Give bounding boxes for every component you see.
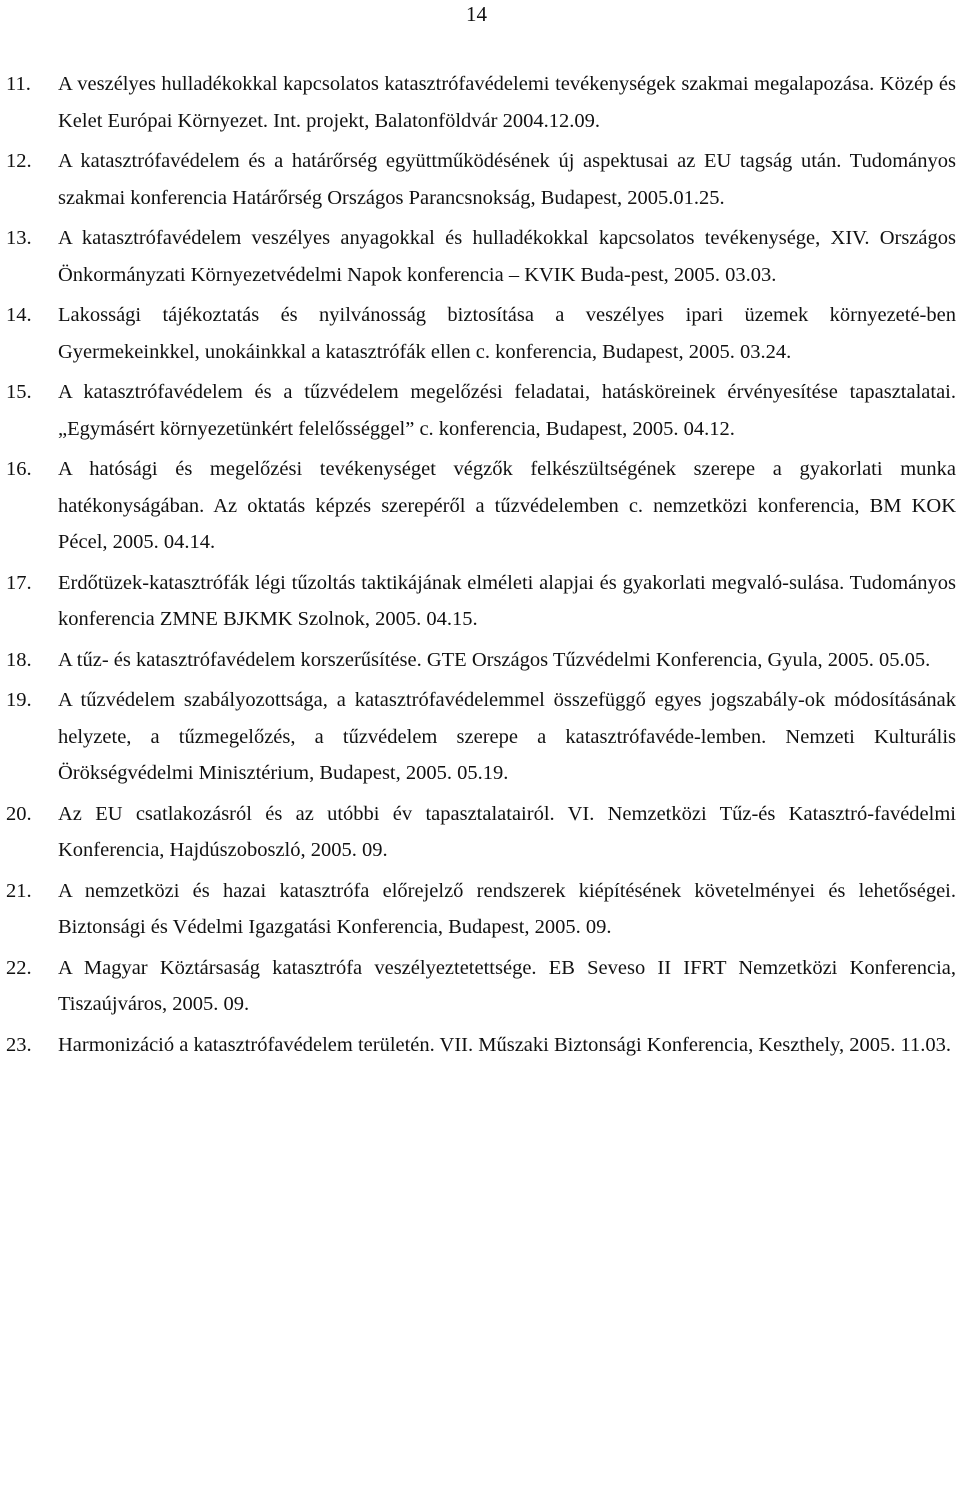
reference-number: 20. (6, 802, 32, 825)
reference-item-18 (6, 642, 956, 679)
reference-text: A tűzvédelem szabályozottsága, a katasztrófavédelemmel összefüggő egyes jogszabály-ok módosításának helyzete, a tűzmegelőzés, a tűzvédelem szerepe a katasztrófavéde-lemben. Nemzeti Kulturális Örökségvédelmi Minisztérium, Budapest, 2005. 05.19. (58, 689, 956, 784)
reference-item-20 (6, 796, 956, 869)
reference-number: 23. (6, 1033, 32, 1056)
reference-item-13 (6, 220, 956, 293)
reference-item-19 (6, 682, 956, 792)
reference-text: Az EU csatlakozásról és az utóbbi év tapasztalatairól. VI. Nemzetközi Tűz-és Katasztró-favédelmi Konferencia, Hajdúszoboszló, 2005. 09. (58, 802, 956, 861)
reference-text: Lakossági tájékoztatás és nyilvánosság biztosítása a veszélyes ipari üzemek környezeté-ben Gyermekeinkkel, unokáinkkal a katasztrófák ellen c. konferencia, Budapest, 2005. 03.24. (58, 304, 956, 363)
reference-item-16 (6, 451, 956, 561)
reference-text: A katasztrófavédelem és a tűzvédelem megelőzési feladatai, hatásköreinek érvényesítése tapasztalatai. „Egymásért környezetünkért felelősséggel” c. konferencia, Budapest, 2005. 04.12. (58, 381, 956, 440)
reference-number: 13. (6, 227, 32, 249)
reference-item-22 (6, 950, 956, 1023)
reference-number: 14. (6, 304, 32, 326)
reference-text: A nemzetközi és hazai katasztrófa előrejelző rendszerek kiépítésének követelményei és lehetőségei. Biztonsági és Védelmi Igazgatási Konferencia, Budapest, 2005. 09. (58, 879, 956, 938)
reference-text: A Magyar Köztársaság katasztrófa veszélyeztetettsége. EB Seveso II IFRT Nemzetközi Konferencia, Tiszaújváros, 2005. 09. (58, 956, 956, 1015)
reference-item-17 (6, 565, 956, 638)
reference-item-14 (6, 297, 956, 370)
reference-text: A hatósági és megelőzési tevékenységet végzők felkészültségének szerepe a gyakorlati munka hatékonyságában. Az oktatás képzés szerepéről a tűzvédelemben c. nemzetközi konferencia, BM KOK Pécel, 2005. 04.14. (58, 458, 956, 553)
reference-item-23 (6, 1027, 956, 1064)
reference-item-12 (6, 143, 956, 216)
reference-number: 17. (6, 571, 32, 594)
reference-text: A katasztrófavédelem veszélyes anyagokkal és hulladékokkal kapcsolatos tevékenysége, XIV. Országos Önkormányzati Környezetvédelmi Napok konferencia – KVIK Buda-pest, 2005. 03.03. (58, 227, 956, 286)
reference-item-15 (6, 374, 956, 447)
reference-text: Harmonizáció a katasztrófavédelem területén. VII. Műszaki Biztonsági Konferencia, Keszthely, 2005. 11.03. (58, 1033, 951, 1056)
reference-number: 21. (6, 879, 32, 902)
reference-text: A veszélyes hulladékokkal kapcsolatos katasztrófavédelemi tevékenységek szakmai megalapozása. Közép és Kelet Európai Környezet. Int. projekt, Balatonföldvár 2004.12.09. (58, 73, 956, 132)
reference-text: A tűz- és katasztrófavédelem korszerűsítése. GTE Országos Tűzvédelmi Konferencia, Gyula, 2005. 05.05. (58, 648, 931, 671)
reference-text: Erdőtüzek-katasztrófák légi tűzoltás taktikájának elméleti alapjai és gyakorlati megvaló-sulása. Tudományos konferencia ZMNE BJKMK Szolnok, 2005. 04.15. (58, 571, 956, 630)
reference-number: 18. (6, 648, 32, 671)
reference-number: 22. (6, 956, 32, 979)
reference-number: 15. (6, 381, 32, 403)
reference-item-11 (6, 66, 956, 139)
reference-number: 12. (6, 150, 32, 172)
reference-number: 16. (6, 458, 32, 480)
reference-list (6, 66, 956, 1067)
reference-number: 19. (6, 689, 32, 711)
reference-item-21 (6, 873, 956, 946)
reference-text: A katasztrófavédelem és a határőrség együttműködésének új aspektusai az EU tagság után. Tudományos szakmai konferencia Határőrség Országos Parancsnokság, Budapest, 2005.01.25. (58, 150, 956, 209)
page-number: 14 (466, 2, 487, 26)
reference-number: 11. (6, 73, 31, 95)
